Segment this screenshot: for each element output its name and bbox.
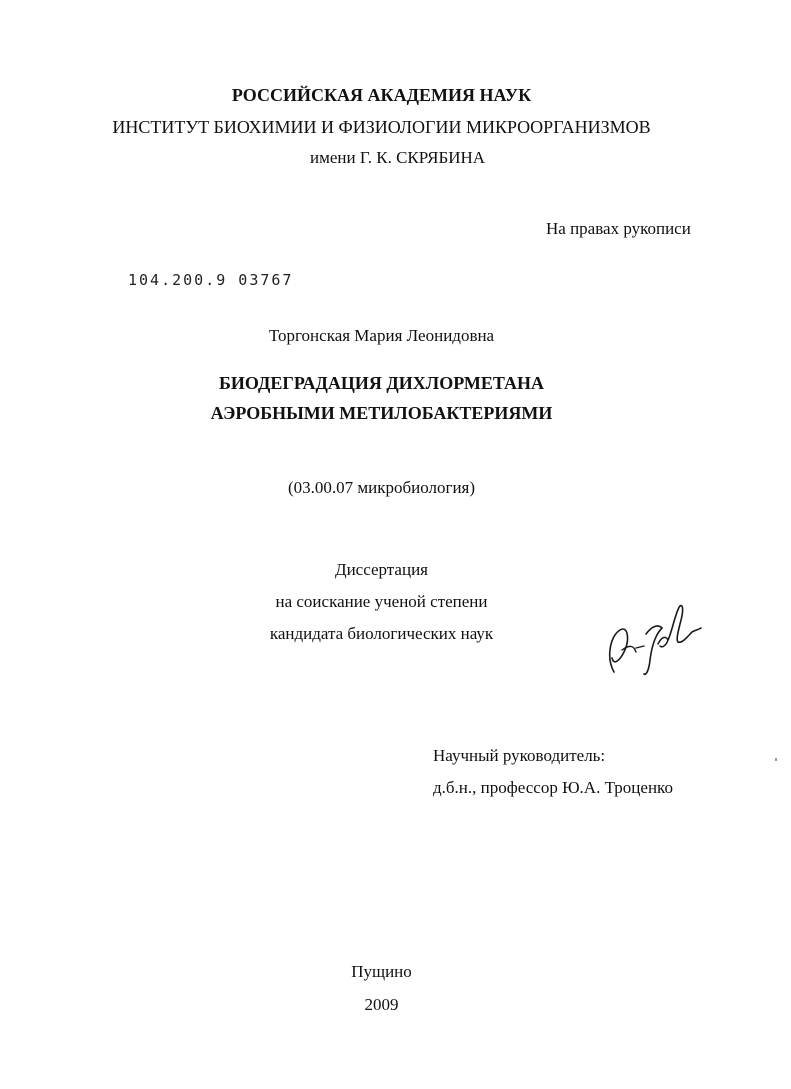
author-name: Торгонская Мария Леонидовна — [268, 326, 495, 345]
dissertation-degree-field: кандидата биологических наук — [269, 624, 494, 643]
specialty: (03.00.07 микробиология) — [287, 478, 476, 497]
dissertation-label: Диссертация — [334, 560, 428, 579]
thesis-title-line1: БИОДЕГРАДАЦИЯ ДИХЛОРМЕТАНА — [219, 373, 544, 393]
supervisor-label: Научный руководитель: — [433, 746, 606, 765]
handwritten-signature — [600, 600, 705, 680]
supervisor-name: д.б.н., профессор Ю.А. Троценко — [433, 778, 673, 797]
dissertation-degree-line: на соискание ученой степени — [275, 592, 488, 611]
year: 2009 — [364, 995, 399, 1014]
rights-note: На правах рукописи — [546, 219, 691, 238]
city: Пущино — [351, 962, 412, 981]
institute-name: ИНСТИТУТ БИОХИМИИ И ФИЗИОЛОГИИ МИКРООРГАНИЗМОВ — [112, 117, 651, 137]
institute-named-after: имени Г. К. СКРЯБИНА — [310, 148, 486, 167]
thesis-title-line2: АЭРОБНЫМИ МЕТИЛОБАКТЕРИЯМИ — [210, 403, 553, 423]
scan-speck — [775, 758, 777, 761]
academy-name: РОССИЙСКАЯ АКАДЕМИЯ НАУК — [231, 85, 532, 105]
registration-code: 104.200.9 03767 — [128, 271, 294, 289]
